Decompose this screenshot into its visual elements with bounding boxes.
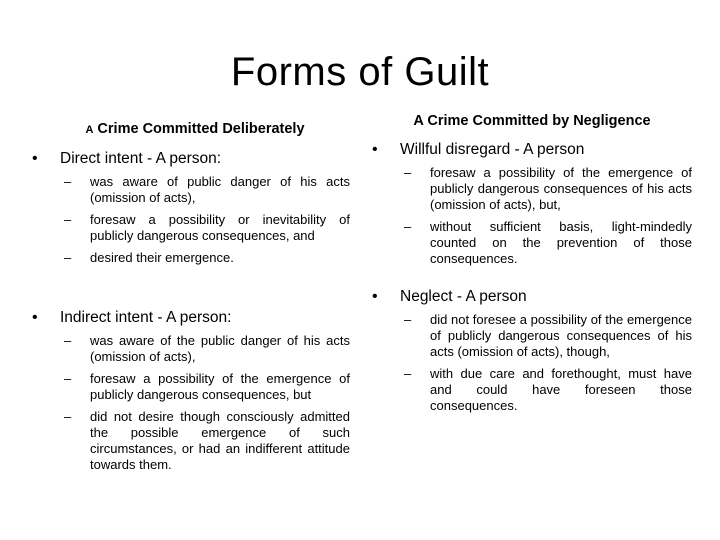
heading-text: Crime Committed Deliberately (93, 121, 305, 137)
direct-intent-list (32, 174, 350, 266)
bullet-icon: • (32, 309, 38, 326)
dash-icon: – (64, 409, 72, 424)
left-column (32, 112, 350, 479)
bullet-label: Indirect intent - A person: (60, 309, 232, 326)
list-item (32, 333, 350, 365)
list-item (32, 174, 350, 206)
bullet-label: Direct intent - A person: (60, 150, 222, 167)
list-item-text: was aware of the public danger of his acts (omission of acts), (90, 333, 350, 364)
slide-title: Forms of Guilt (230, 50, 490, 94)
list-item (372, 219, 692, 267)
list-item-text: foresaw a possibility of the emergence of publicly dangerous consequences of his acts (omission of acts), but, (430, 165, 692, 212)
bullet-indirect-intent (32, 308, 350, 327)
list-item (32, 371, 350, 403)
list-item (372, 312, 692, 360)
dash-icon: – (404, 366, 412, 381)
dash-icon: – (64, 250, 72, 265)
willful-disregard-list (372, 165, 692, 267)
bullet-icon: • (32, 150, 38, 167)
bullet-icon: • (372, 141, 378, 158)
dash-icon: – (404, 219, 412, 234)
list-item (32, 250, 350, 266)
list-item-text: did not desire though consciously admitted the possible emergence of such circumstances, or had an indifferent attitude towards them. (90, 409, 350, 472)
bullet-direct-intent (32, 149, 350, 168)
dash-icon: – (64, 333, 72, 348)
dash-icon: – (64, 212, 72, 227)
list-item-text: foresaw a possibility of the emergence of publicly dangerous consequences, but (90, 371, 350, 402)
right-column (372, 112, 692, 420)
bullet-label: Neglect - A person (400, 288, 527, 305)
left-column-heading (32, 120, 350, 139)
dash-icon: – (404, 312, 412, 327)
list-item (32, 409, 350, 473)
list-item-text: desired their emergence. (90, 250, 234, 265)
indirect-intent-list (32, 333, 350, 473)
bullet-neglect (372, 287, 692, 306)
dash-icon: – (64, 371, 72, 386)
list-item-text: was aware of public danger of his acts (omission of acts), (90, 174, 350, 205)
list-item-text: did not foresee a possibility of the emergence of publicly dangerous consequences of his acts (omission of acts), though, (430, 312, 692, 359)
heading-article: A (85, 124, 94, 136)
right-column-heading: A Crime Committed by Negligence (413, 113, 651, 129)
bullet-icon: • (372, 288, 378, 305)
list-item (32, 212, 350, 244)
dash-icon: – (64, 174, 72, 189)
list-item-text: without sufficient basis, light-mindedly counted on the prevention of those consequences. (430, 219, 692, 266)
bullet-label: Willful disregard - A person (400, 141, 585, 158)
list-item-text: foresaw a possibility or inevitability of publicly dangerous consequences, and (90, 212, 350, 243)
neglect-list (372, 312, 692, 414)
list-item (372, 366, 692, 414)
bullet-willful-disregard (372, 140, 692, 159)
dash-icon: – (404, 165, 412, 180)
list-item-text: with due care and forethought, must have and could have foreseen those consequences. (430, 366, 692, 413)
list-item (372, 165, 692, 213)
